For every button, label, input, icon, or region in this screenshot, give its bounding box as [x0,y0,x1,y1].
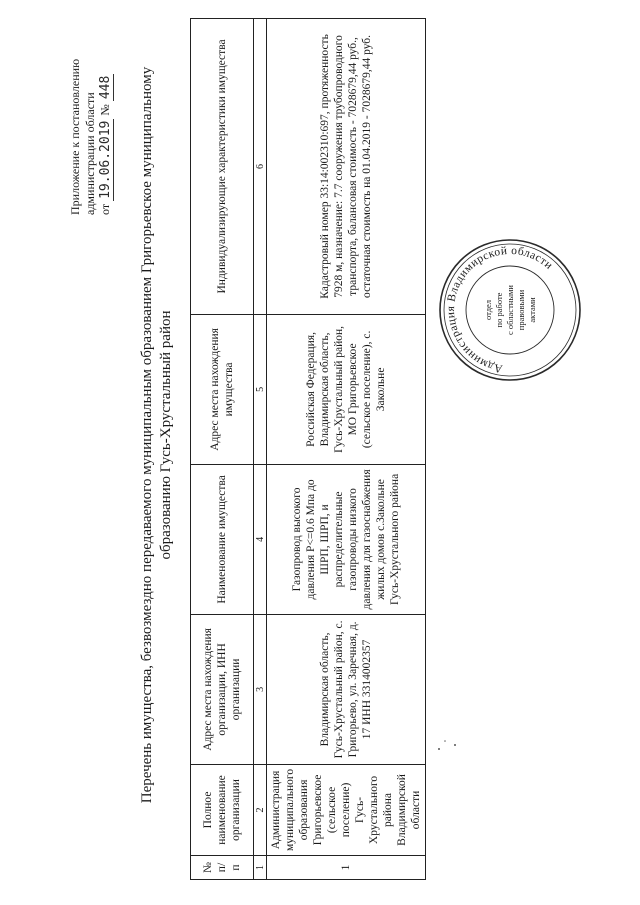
appendix-block [68,15,114,215]
col-number: 4 [254,464,267,614]
col-number: 5 [254,314,267,464]
header-org-address: Адрес места нахождения организации, ИНН организации [191,614,254,764]
document-title [138,25,176,845]
appendix-date-line [98,15,114,215]
row-org-address: Владимирская область, Гусь-Хрустальный район, с. Григорьево, ул. Заречная, д. 17 ИНН 3314002357 [267,614,426,764]
property-table [190,18,426,880]
scan-specks [435,715,475,755]
appendix-date: 19.06.2019 [98,120,113,199]
header-characteristics: Индивидуализирующие характеристики имущества [191,19,254,315]
row-org: Администрация муниципального образования Григорьевское (сельское поселение) Гусь-Хрустального района Владимирской области [267,764,426,855]
appendix-line-1: Приложение к постановлению [68,58,82,215]
row-num: 1 [267,856,426,880]
row-property: Газопровод высокого давления Р<=0.6 Мпа до ШРП, ШРП, и распределительные газопроводы низкого давления для газоснабжения жилых домов с.Закольне Гусь-Хрустального района [267,464,426,614]
title-line-1: Перечень имущества, безвозмездно передаваемого муниципальным образованием Григорьевское муниципальному [139,66,155,804]
header-org: Полное наименование организации [191,764,254,855]
appendix-line-2: администрации области [83,92,97,215]
row-characteristics: Кадастровый номер 33:14:002310:697, протяженность 7928 м, назначение: 7.7 сооружения трубопроводного транспорта, балансовая стоимость - 7028679,44 руб., остаточная стоимость на 01.04.2019 - 7028679,44 руб. [267,19,426,315]
seal-inner-text [483,285,537,335]
seal-outer-text: Администрация Владимирской области [444,244,555,375]
column-number-row [254,19,267,880]
svg-text:отдел: отдел [483,299,493,321]
header-row [191,19,254,880]
appendix-no: № [98,104,112,116]
col-number: 3 [254,614,267,764]
appendix-from: от [98,203,112,215]
svg-text:правовыми: правовыми [516,289,526,331]
col-number: 1 [254,856,267,880]
table-row [267,19,426,880]
svg-text:актами: актами [527,297,537,323]
official-seal [435,235,585,385]
header-property-address: Адрес места нахождения имущества [191,314,254,464]
col-number: 6 [254,19,267,315]
svg-text:с областными: с областными [505,285,515,335]
appendix-number: 448 [98,75,113,100]
row-property-address: Российская Федерация, Владимирская область, Гусь-Хрустальный район, МО Григорьевское (сельское поселение), с. Закольне [267,314,426,464]
svg-text:по работе: по работе [494,292,504,328]
header-num: № п/п [191,856,254,880]
header-property: Наименование имущества [191,464,254,614]
title-line-2: образованию Гусь-Хрустальный район [158,310,174,560]
col-number: 2 [254,764,267,855]
